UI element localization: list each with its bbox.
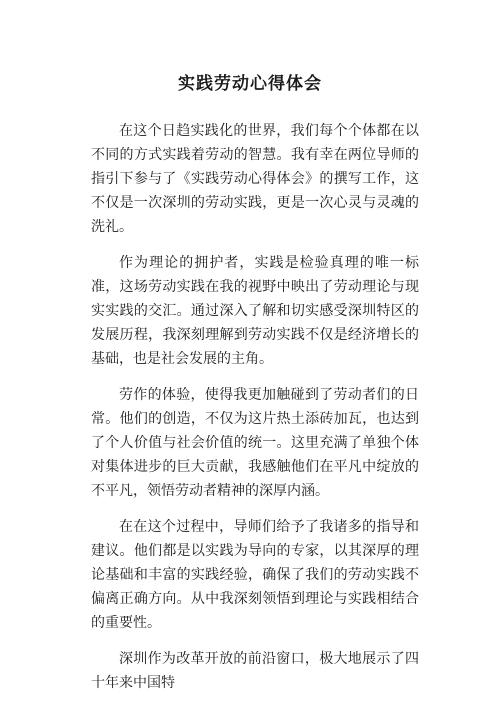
paragraph-5: 深圳作为改革开放的前沿窗口，极大地展示了四十年来中国特 [91, 651, 419, 691]
paragraph-1: 在这个日趋实践化的世界，我们每个个体都在以不同的方式实践着劳动的智慧。我有幸在两位导师的指引下参与了《实践劳动心得体会》的撰写工作，这不仅是一次深圳的劳动实践，更是一次心灵与灵魂的洗礼。 [91, 123, 419, 235]
document-body [91, 119, 419, 707]
paragraph-2: 作为理论的拥护者，实践是检验真理的唯一标准，这场劳动实践在我的视野中映出了劳动理论与现实实践的交汇。通过深入了解和切实感受深圳特区的发展历程，我深刻理解到劳动实践不仅是经济增长的基础，也是社会发展的主角。 [91, 255, 419, 367]
paragraph-4: 在在这个过程中，导师们给予了我诸多的指导和建议。他们都是以实践为导向的专家，以其深厚的理论基础和丰富的实践经验，确保了我们的劳动实践不偏离正确方向。从中我深刻领悟到理论与实践相结合的重要性。 [91, 519, 419, 631]
paragraph-3: 劳作的体验，使得我更加触碰到了劳动者们的日常。他们的创造，不仅为这片热土添砖加瓦，也达到了个人价值与社会价值的统一。这里充满了单独个体对集体进步的巨大贡献，我感触他们在平凡中绽放的不平凡，领悟劳动者精神的深厚内涵。 [91, 387, 419, 499]
document-title: 实践劳动心得体会 [178, 74, 322, 94]
